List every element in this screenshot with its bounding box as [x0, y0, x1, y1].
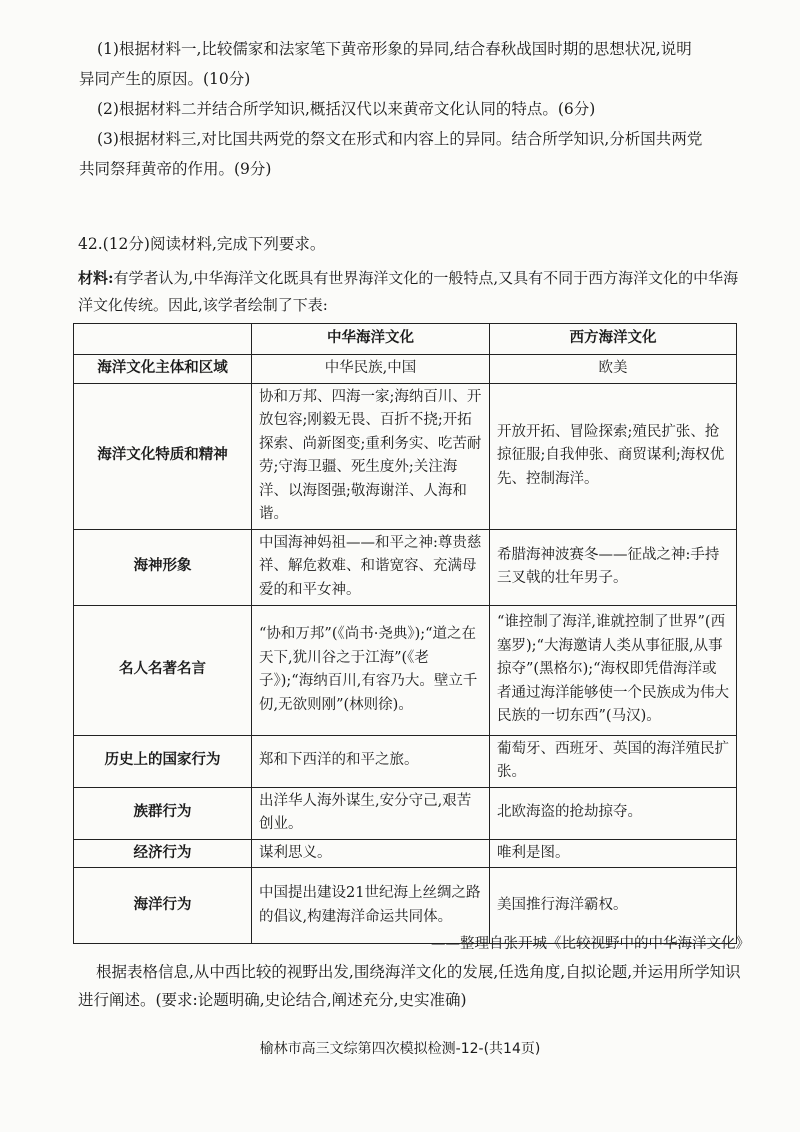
table-header-chinese: 中华海洋文化 [252, 324, 490, 355]
cell-chinese: 出洋华人海外谋生,安分守己,艰苦创业。 [252, 787, 490, 839]
cell-western: 葡萄牙、西班牙、英国的海洋殖民扩张。 [490, 735, 737, 787]
table-row [74, 787, 737, 839]
table-row [74, 383, 737, 529]
material-lead: 材料: [78, 269, 114, 287]
row-label: 历史上的国家行为 [74, 735, 252, 787]
table-row [74, 735, 737, 787]
comparison-table [73, 323, 737, 944]
cell-western: 美国推行海洋霸权。 [490, 868, 737, 944]
table-header-corner [74, 324, 252, 355]
cell-chinese: 中华民族,中国 [252, 355, 490, 384]
row-label: 海洋文化特质和精神 [74, 383, 252, 529]
prev-questions [79, 34, 757, 184]
row-label: 海洋行为 [74, 868, 252, 944]
table-row [74, 355, 737, 384]
row-label: 海洋文化主体和区域 [74, 355, 252, 384]
cell-chinese: 中国海神妈祖——和平之神:尊贵慈祥、解危救难、和谐宽容、充满母爱的和平女神。 [252, 529, 490, 605]
table-row [74, 839, 737, 868]
row-label: 经济行为 [74, 839, 252, 868]
sub-question-1: (1)根据材料一,比较儒家和法家笔下黄帝形象的异同,结合春秋战国时期的思想状况,说明 异同产生的原因。(10分) [79, 40, 692, 88]
cell-chinese: 郑和下西洋的和平之旅。 [252, 735, 490, 787]
row-label: 名人名著名言 [74, 605, 252, 735]
material-body: 有学者认为,中华海洋文化既具有世界海洋文化的一般特点,又具有不同于西方海洋文化的中华海洋文化传统。因此,该学者绘制了下表: [78, 269, 739, 314]
table-row [74, 605, 737, 735]
row-label: 族群行为 [74, 787, 252, 839]
cell-chinese: 中国提出建设21世纪海上丝绸之路的倡议,构建海洋命运共同体。 [252, 868, 490, 944]
cell-chinese: 谋利思义。 [252, 839, 490, 868]
sub-question-3: (3)根据材料三,对比国共两党的祭文在形式和内容上的异同。结合所学知识,分析国共两党 共同祭拜黄帝的作用。(9分) [79, 130, 703, 178]
table-header-row [74, 324, 737, 355]
material-text [78, 265, 750, 319]
cell-chinese: “协和万邦”(《尚书·尧典》);“道之在天下,犹川谷之于江海”(《老子》);“海纳百川,有容乃大。壁立千仞,无欲则刚”(林则徐)。 [252, 605, 490, 735]
table-row [74, 529, 737, 605]
cell-chinese: 协和万邦、四海一家;海纳百川、开放包容;刚毅无畏、百折不挠;开拓探索、尚新图变;重利务实、吃苦耐劳;守海卫疆、死生度外;关注海洋、以海图强;敬海谢洋、人海和谐。 [252, 383, 490, 529]
question-42-title: 42.(12分)阅读材料,完成下列要求。 [78, 235, 326, 253]
page-footer: 榆林市高三文综第四次模拟检测-12-(共14页) [259, 1041, 541, 1057]
row-label: 海神形象 [74, 529, 252, 605]
table-header-western: 西方海洋文化 [490, 324, 737, 355]
cell-western: 欧美 [490, 355, 737, 384]
question-requirement: 根据表格信息,从中西比较的视野出发,围绕海洋文化的发展,任选角度,自拟论题,并运用所学知识进行阐述。(要求:论题明确,史论结合,阐述充分,史实准确) [78, 963, 741, 1009]
table-source: ——整理自张开城《比较视野中的中华海洋文化》 [431, 936, 750, 952]
sub-question-2: (2)根据材料二并结合所学知识,概括汉代以来黄帝文化认同的特点。(6分) [97, 100, 596, 118]
cell-western: “谁控制了海洋,谁就控制了世界”(西塞罗);“大海邀请人类从事征服,从事掠夺”(黑格尔);“海权即凭借海洋或者通过海洋能够使一个民族成为伟大民族的一切东西”(马汉)。 [490, 605, 737, 735]
cell-western: 北欧海盗的抢劫掠夺。 [490, 787, 737, 839]
cell-western: 唯利是图。 [490, 839, 737, 868]
cell-western: 开放开拓、冒险探索;殖民扩张、抢掠征服;自我伸张、商贸谋利;海权优先、控制海洋。 [490, 383, 737, 529]
cell-western: 希腊海神波赛冬——征战之神:手持三叉戟的壮年男子。 [490, 529, 737, 605]
